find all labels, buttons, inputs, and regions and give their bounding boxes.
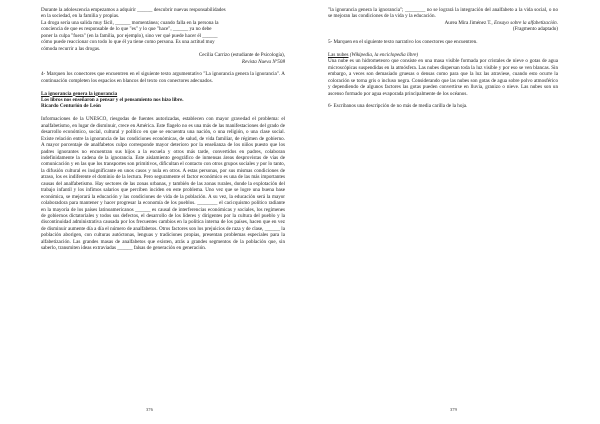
exercise-4-instructions: 4- Marquen los conectores que encuentren en el siguiente texto argumentativo "La ignorancia genera la ignorancia". A continuación completen los espacios en blancos del texto con conectores adecuados. [41,71,285,84]
exercise-5-instructions: 5- Marquen en el siguiente texto narrativo los conectores que encuentren. [328,39,478,46]
intro-line: cómo puede reaccionar con todo lo que él ya tiene como persona. Es una actitud muy [41,39,215,46]
signature-source: Revista Nueva Nº508 [241,58,285,65]
right-column [328,7,558,110]
intro-line: poner la culpa "fuera" (en la familia, por ejemplo), sino ver qué puede hacer él ______ [41,32,218,39]
article-title: Las nubes [328,51,349,58]
left-column [41,7,285,252]
continued-paragraph: "la ignorancia genera la ignorancia"; ________ no se logrará la integración del analfabeto a la vida social, o no se mejoran las condiciones de la vida y la educación. [328,7,558,20]
source-note: (Fragmento adaptado) [512,26,558,33]
source-author: Aurea Mira Jiménez T., [444,19,493,26]
intro-line: cómoda recurrir a las drogas. [41,45,101,52]
intro-line: conciencia de que es responsable de lo que "es" y lo que "hace", ______ ya no debe [41,26,212,33]
page-number-left: 376 [146,407,153,412]
right-page [300,0,600,424]
article-body: Una nube es un hidrometeoro que consiste en una masa visible formada por cristales de nieve o gotas de agua microscópicas suspendidas en la atmósfera. Las nubes dispersan toda la luz visible y por eso se ven blancas. Sin embargo, a veces son demasiado gruesas o densas como para que la luz las atraviese, cuando esto ocurre la coloración se torna gris o incluso negra. Considerando que las nubes son gotas de agua sobre polvo atmosférico y dependiendo de algunos factores las gotas pueden convertirse en lluvia, granizo o nieve. Las nubes son un ascenso formado por agua evaporada principalmente de los océanos. [328,58,558,97]
intro-line: en la sociedad, en la familia y propias. [41,13,120,20]
intro-paragraph [41,7,285,52]
text-body: Informaciones de la UNESCO, riesgodas de fuentes autorizadas, establecen con mayor gravedad el problema: el analfabetismo, en lugar de disminuir, crece en América. Este flagelo no es una más de las manifestaciones del grado de desarrollo económico, social, cultural y político en que se encuentra una nación, o una religión, o una clase social. Existe relación entre la ignorancia de las condiciones económicas, de salud, de vida familiar, de régimen de gobierno. A mayor porcentaje de analfabetos culpo corresponde mayor deterioro por la enseñanza de los niños puesto que los padres ignorantes no encuentran sus hijos a la escuela y otros más tarde, convertidos en padres, colaboran indefinidamente la cadena de la ignorancia. Este aislamiento geográfico de inmensas áreas desprovistas de vías de comunicación y en las que los transportes son primitivos, dificultan el contacto con otros grupos sociales y por lo tanto, la difusión cultural es insignificante en unos casos y nula en otros. A estas personas, por sus mismas condiciones de atraso, los es indiferente el dominio de la lectura. Pero seguramente el factor económico es una de las más importantes causas del analfabetismo. Hay sectores de las zonas urbanas, y también de las zonas rurales, donde la explotación del trabajo infantil y los ínfimos salarios que perciben inciden en este problema. Uno vez que se logre una buena base económica, se mejorará la educación y las condiciones de vida de la población. A su vez, la educación será la mayor colaboradora para mantener y hacer progresar la economía de los pueblos. ________ el cacicquismo político radiante en la mayoría de los países latinoamericanos ______ es causal de interferencias económicas y sociales, los regímenes de gobiernos dictatoriales y todos sus defectos, el desarrollo de los líderes y dirigentes por la cultura del pueblo y la discontinuidad administrativa causada por los frecuentes cambios en la política interna de los países, hacen que en vez de disminuir aumente día a día el número de analfabetos. Otros factores son los prejuicios de raza y de clase, ______ la población aborigen, con culturas autóctonas, lenguas y tradiciones propias, presentan problemas especiales para la alfabetización. Las grandes masas de analfabetos que existen, atrás a grandes segmentos de la población que, sin saberlo, transmiten ideas extraviadas ______ falsas de generación en generación. [41,116,285,252]
intro-line: La droga sería una salida muy fácil, ______ momentánea; cuando falla en la persona la [41,19,219,26]
signature-author: Cecilia Carrizo (estudiante de Psicología), [198,52,285,59]
text-subtitle: Los libros nos enseñaron a pensar y el pensamiento nos hizo libre. [41,97,184,104]
exercise-6-instructions: 6- Escribanos una descripción de no más de media carilla de la hoja. [328,103,468,110]
article-title-rest: (Wikipedia, la enciclopedia libre) [349,51,419,58]
page-number-right: 379 [450,407,457,412]
text-title: La ignorancia genera la ignorancia [41,90,118,97]
source-title: Ensayo sobre la alfabetización. [493,19,558,26]
text-author: Ricardo Centurión de León [41,103,101,110]
intro-line: Durante la adolescencia empezamos a adquirir ______ descubrir nuevas responsabilidades [41,7,226,13]
